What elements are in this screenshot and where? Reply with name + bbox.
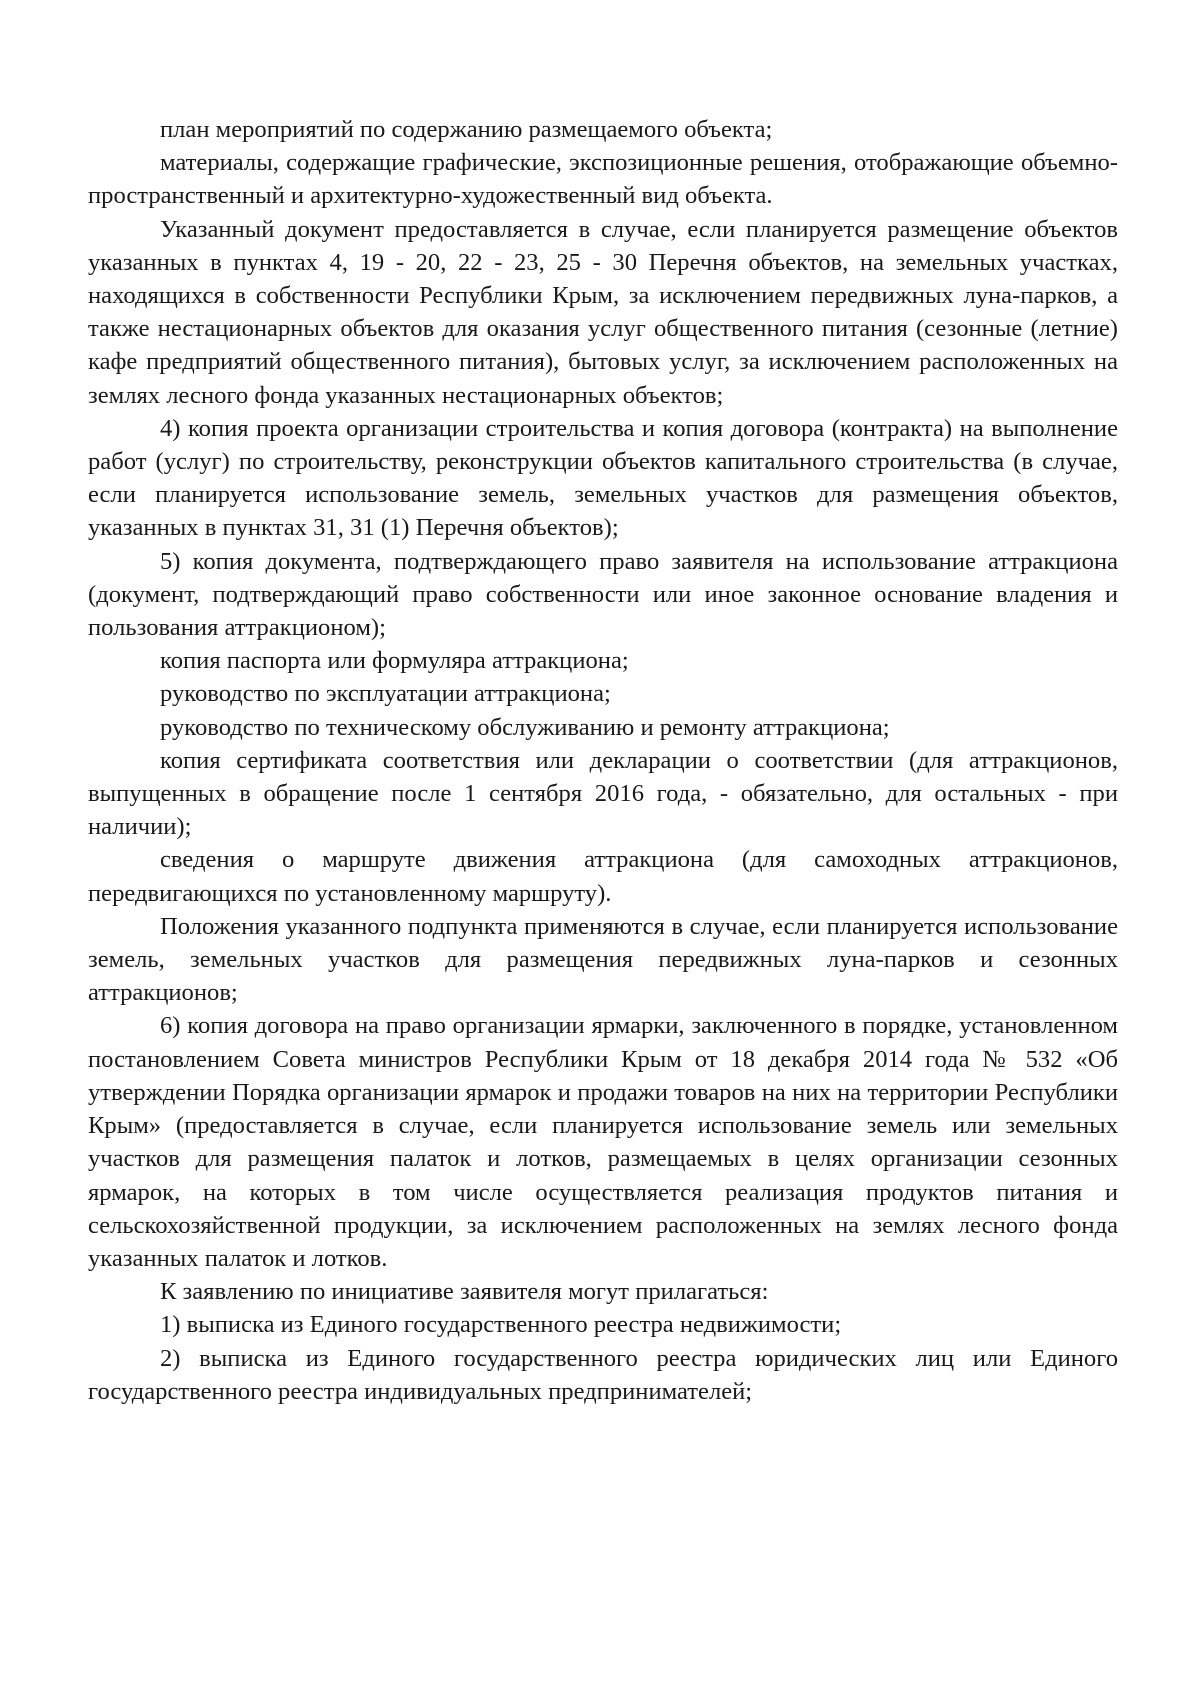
paragraph-plan: план мероприятий по содержанию размещаемого объекта;	[160, 116, 773, 143]
paragraph-maintenance-manual: руководство по техническому обслуживанию и ремонту аттракциона;	[160, 713, 890, 741]
paragraph-optional-item-1: 1) выписка из Единого государственного реестра недвижимости;	[160, 1311, 842, 1339]
paragraph-optional-item-2: 2) выписка из Единого государственного реестра юридических лиц или Единого государственного реестра индивидуальных предпринимателей;	[88, 1344, 1118, 1405]
paragraph-item-4: 4) копия проекта организации строительства и копия договора (контракта) на выполнение работ (услуг) по строительству, реконструкции объектов капитального строительства (в случае, если планируется использование земель, земельных участков для размещения объектов, указанных в пунктах 31, 31 (1) Перечня объектов);	[88, 414, 1118, 542]
paragraph-item-5: 5) копия документа, подтверждающего право заявителя на использование аттракциона (документ, подтверждающий право собственности или иное законное основание владения и пользования аттракционом);	[88, 547, 1118, 642]
paragraph-certificate-copy: копия сертификата соответствия или декларации о соответствии (для аттракционов, выпущенных в обращение после 1 сентября 2016 года, - обязательно, для остальных - при наличии);	[88, 746, 1118, 841]
paragraph-subitem-provisions: Положения указанного подпункта применяются в случае, если планируется использование земель, земельных участков для размещения передвижных луна-парков и сезонных аттракционов;	[88, 912, 1118, 1007]
paragraph-passport-copy: копия паспорта или формуляра аттракциона;	[160, 647, 629, 675]
paragraph-materials: материалы, содержащие графические, экспозиционные решения, отображающие объемно-пространственный и архитектурно-художественный вид объекта.	[88, 149, 1118, 210]
paragraph-operation-manual: руководство по эксплуатации аттракциона;	[160, 680, 611, 708]
paragraph-item-6: 6) копия договора на право организации ярмарки, заключенного в порядке, установленном постановлением Совета министров Республики Крым от 18 декабря 2014 года № 532 «Об утверждении Порядка организации ярмарок и продажи товаров на них на территории Республики Крым» (предоставляется в случае, если планируется использование земель или земельных участков для размещения палаток и лотков, размещаемых в целях организации сезонных ярмарок, на которых в том числе осуществляется реализация продуктов питания и сельскохозяйственной продукции, за исключением расположенных на землях лесного фонда указанных палаток и лотков.	[88, 1012, 1118, 1272]
paragraph-document-note: Указанный документ предоставляется в случае, если планируется размещение объектов указанных в пунктах 4, 19 - 20, 22 - 23, 25 - 30 Перечня объектов, на земельных участках, находящихся в собственности Республики Крым, за исключением передвижных луна-парков, а также нестационарных объектов для оказания услуг общественного питания (сезонные (летние) кафе предприятий общественного питания), бытовых услуг, за исключением расположенных на землях лесного фонда указанных нестационарных объектов;	[88, 215, 1118, 409]
paragraph-route-info: сведения о маршруте движения аттракциона (для самоходных аттракционов, передвигающихся по установленному маршруту).	[88, 846, 1118, 907]
document-body	[88, 113, 1118, 1408]
paragraph-optional-attachments: К заявлению по инициативе заявителя могут прилагаться:	[160, 1278, 769, 1306]
